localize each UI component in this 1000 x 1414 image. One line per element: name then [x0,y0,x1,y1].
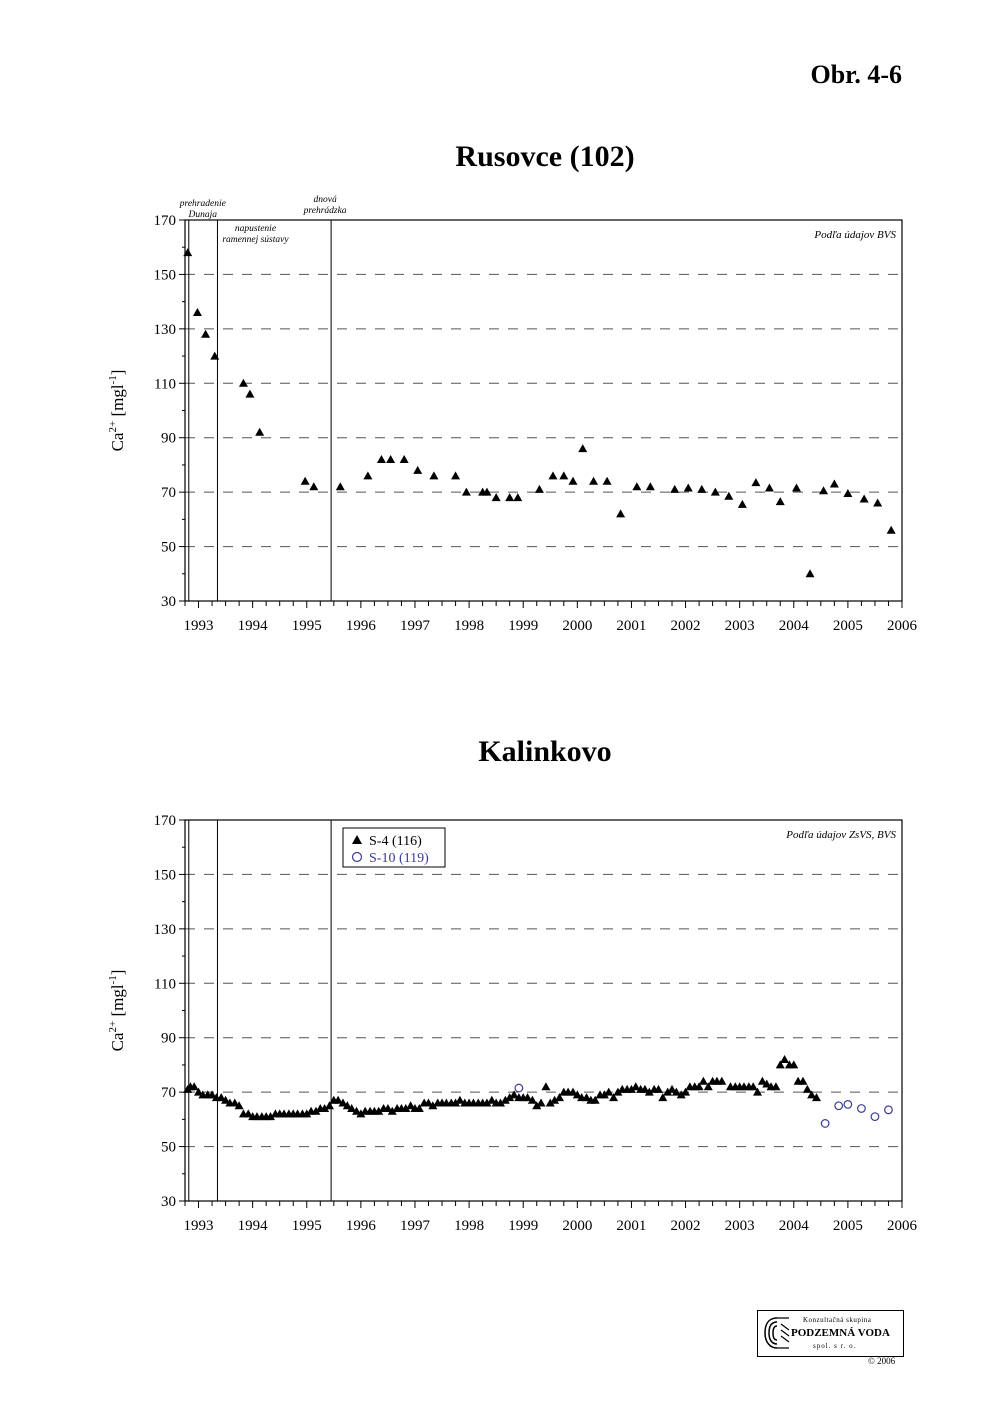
logo-line-2: PODZEMNÁ VODA [791,1327,890,1339]
y-tick-label: 70 [161,485,176,502]
x-tick-label: 1994 [237,618,268,634]
data-point [873,499,882,507]
x-tick-label: 1997 [399,1218,430,1234]
x-tick-label: 1996 [345,1218,376,1234]
y-tick-label: 170 [153,213,176,229]
data-point [776,497,785,505]
event-label: prehradenie [179,199,226,209]
data-point [515,1084,523,1092]
x-tick-label: 2005 [832,618,863,634]
data-point [632,482,641,490]
plot-frame [185,220,902,601]
logo-line-3: spol. s r. o. [813,1342,857,1350]
data-point [239,379,248,387]
x-tick-label: 2005 [832,1218,863,1234]
company-logo [757,1310,904,1357]
data-point [377,455,386,463]
x-tick-label: 2001 [616,1218,647,1234]
data-point [413,466,422,474]
y-tick-label: 130 [153,321,176,338]
chart-title-rusovce: Rusovce (102) [455,140,635,173]
data-point [684,484,693,492]
x-tick-label: 1993 [183,618,214,634]
y-tick-label: 70 [161,1085,176,1102]
data-point [429,471,438,479]
data-point [451,471,460,479]
data-point [548,471,557,479]
data-point [568,477,577,485]
y-axis-label: $Ca^{2+}$ [mgl$^{-1}$] [107,969,127,1052]
legend-label: S-10 (119) [369,851,429,866]
data-point [885,1106,893,1114]
x-tick-label: 2004 [778,1218,809,1234]
copyright: © 2006 [868,1356,896,1366]
y-tick-label: 50 [161,539,176,556]
data-point [697,485,706,493]
data-point [513,493,522,501]
legend-label: S-4 (116) [369,834,422,849]
data-point [386,455,395,463]
data-point [830,479,839,487]
x-tick-label: 2006 [887,618,917,634]
x-tick-label: 1995 [291,1218,322,1234]
event-label: prehrádzka [303,206,347,216]
x-tick-label: 2002 [670,1218,701,1234]
data-point [505,493,514,501]
logo-line-1: Konzultačná skupina [803,1316,872,1324]
y-tick-label: 110 [154,976,176,993]
data-point [821,1120,829,1128]
data-point [541,1082,550,1090]
y-tick-label: 150 [153,867,176,884]
data-point [806,569,815,577]
data-point [309,482,318,490]
logo-emblem-icon [762,1315,792,1351]
data-point [201,330,210,338]
data-point [765,484,774,492]
event-label: dnová [313,195,337,205]
y-tick-label: 30 [161,594,176,610]
x-tick-label: 1994 [237,1218,268,1234]
x-tick-label: 2001 [616,618,647,634]
x-tick-label: 2000 [562,1218,593,1234]
data-point [578,444,587,452]
data-point [887,526,896,534]
data-point [616,509,625,517]
x-tick-label: 1998 [454,1218,485,1234]
data-point [492,493,501,501]
data-point [858,1105,866,1113]
data-point [400,455,409,463]
data-point [819,486,828,494]
data-point [336,482,345,490]
y-axis-label: $Ca^{2+}$ [mgl$^{-1}$] [107,369,127,452]
x-tick-label: 2000 [562,618,593,634]
x-tick-label: 1999 [508,618,539,634]
event-label: Dunaja [188,210,218,220]
data-point [751,478,760,486]
data-point [646,482,655,490]
data-point [860,494,869,502]
data-point [589,477,598,485]
data-point [738,500,747,508]
y-tick-label: 150 [153,267,176,284]
plot-frame [185,820,902,1201]
x-tick-label: 1999 [508,1218,539,1234]
chart-rusovce [0,190,1000,660]
data-point [255,428,264,436]
x-tick-label: 2006 [887,1218,917,1234]
data-point [193,308,202,316]
y-tick-label: 170 [153,813,176,829]
y-tick-label: 130 [153,921,176,938]
x-tick-label: 1996 [345,618,376,634]
y-tick-label: 30 [161,1194,176,1210]
data-point [844,1101,852,1109]
y-tick-label: 90 [161,430,176,447]
source-note: Podľa údajov BVS [814,229,896,241]
data-point [780,1055,789,1063]
x-tick-label: 2004 [778,618,809,634]
source-note: Podľa údajov ZsVS, BVS [786,829,896,841]
x-tick-label: 1993 [183,1218,214,1234]
data-point [871,1113,879,1121]
data-point [604,1088,613,1096]
data-point [245,390,254,398]
chart-kalinkovo [0,790,1000,1260]
figure-label: Obr. 4-6 [810,60,902,89]
x-tick-label: 1998 [454,618,485,634]
data-point [559,471,568,479]
data-point [462,488,471,496]
data-point [301,477,310,485]
data-point [724,492,733,500]
data-point [835,1102,843,1110]
y-tick-label: 110 [154,376,176,393]
x-tick-label: 1995 [291,618,322,634]
x-tick-label: 1997 [399,618,430,634]
x-tick-label: 2003 [724,1218,755,1234]
data-point [603,477,612,485]
x-tick-label: 2002 [670,618,701,634]
x-tick-label: 2003 [724,618,755,634]
y-tick-label: 90 [161,1030,176,1047]
event-label: ramennej sústavy [222,235,289,245]
data-point [792,484,801,492]
chart-title-kalinkovo: Kalinkovo [478,735,612,768]
data-point [363,471,372,479]
data-point [699,1077,708,1085]
data-point [535,485,544,493]
y-tick-label: 50 [161,1139,176,1156]
data-point [537,1099,546,1107]
event-label: napustenie [234,224,277,234]
data-point [843,489,852,497]
data-point [803,1085,812,1093]
data-point [670,485,679,493]
